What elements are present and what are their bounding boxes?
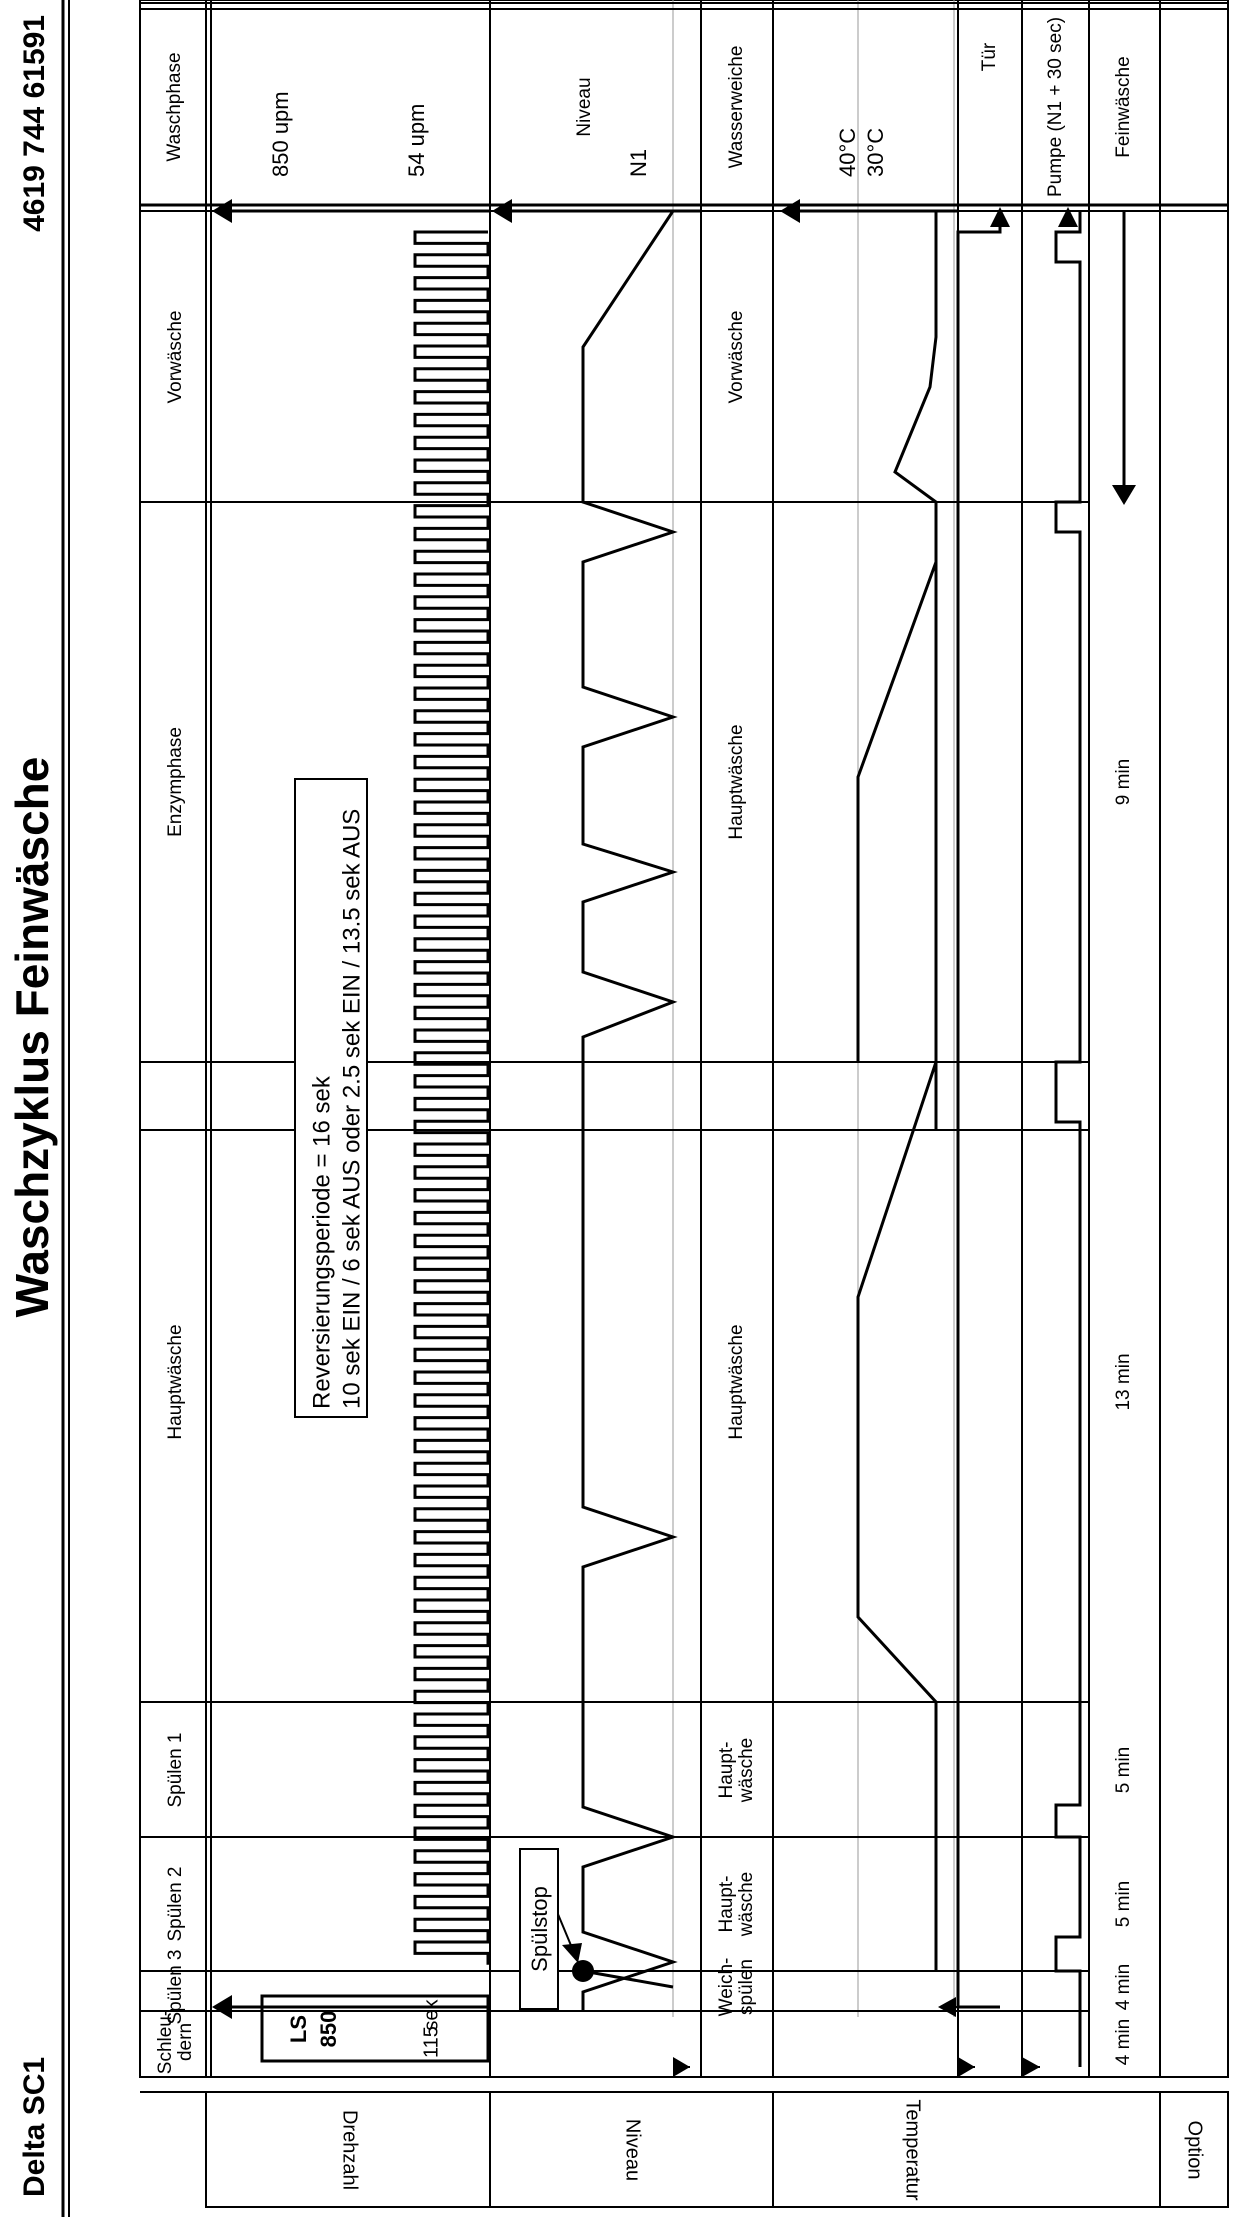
door-end-arrow-head: [958, 2057, 975, 2077]
weiche-cell-3: Hauptwäsche: [726, 1324, 748, 1440]
weiche-cell-4: Haupt-wäsche: [716, 1737, 758, 1803]
niveau-curve: [583, 211, 673, 2012]
phase-header-row: [140, 311, 1089, 2075]
reversierung-line-2: 10 sek EIN / 6 sek AUS oder 2.5 sek EIN / 13.5 sek AUS: [338, 808, 366, 1409]
pump-end-arrow-head: [1022, 2057, 1040, 2077]
pump-signal: [1056, 211, 1080, 2067]
duration-cell-6: 4 min: [1113, 1963, 1135, 2011]
ls-time-value: 115: [420, 2026, 443, 2058]
niveau-arrow-head: [492, 199, 512, 223]
phase-header-3: Hauptwäsche: [165, 1324, 187, 1440]
spin-start-arrow-head: [212, 1995, 232, 2019]
ls-time-unit: sek: [420, 1999, 443, 2031]
duration-cell-3: 13 min: [1113, 1353, 1135, 1411]
weiche-row: [716, 311, 757, 2017]
row-label-n1: N1: [625, 148, 651, 177]
side-label-temperatur: Temperatur: [901, 2099, 924, 2201]
row-label-niveau: Niveau: [574, 77, 596, 137]
feinwaesche-option-arrow-head: [1112, 485, 1136, 505]
phase-header-4: Spülen 1: [165, 1732, 187, 1808]
phase-header-7: Schleu-dern: [155, 2009, 197, 2075]
spuelstop-label: Spülstop: [526, 1886, 552, 1972]
side-label-drehzahl: Drehzahl: [338, 2109, 361, 2191]
phase-header-6: Spülen 3: [165, 1949, 187, 2025]
niveau-end-arrow-head: [673, 2057, 690, 2077]
speed-reversing-wave: [415, 232, 488, 1965]
temperature-curve: [858, 211, 936, 1971]
document-code: 4619 744 61591: [18, 15, 51, 232]
row-label-feinwaesche: Feinwäsche: [1113, 56, 1135, 158]
weiche-cell-2: Hauptwäsche: [726, 724, 748, 840]
reversierung-line-1: Reversierungsperiode = 16 sek: [308, 1076, 336, 1409]
temperature-end-arrow-head: [938, 1997, 956, 2017]
ls-speed: 850: [315, 2010, 341, 2048]
duration-cell-4: 5 min: [1113, 1746, 1135, 1794]
duration-row: [1113, 759, 1134, 2065]
temperature-curve-main: [858, 502, 936, 1062]
weiche-cell-6: Weich-spülen: [716, 1957, 758, 2017]
side-label-option: Option: [1183, 2120, 1206, 2180]
row-label-temp-low: 30°C: [862, 127, 888, 177]
weiche-cell-5: Haupt-wäsche: [716, 1871, 758, 1937]
duration-cell-2: 9 min: [1113, 758, 1135, 806]
row-label-pumpe: Pumpe (N1 + 30 sec): [1045, 16, 1067, 198]
column-separators: [140, 502, 1089, 1971]
side-strip: [140, 2092, 1228, 2207]
duration-cell-7: 4 min: [1113, 2018, 1135, 2066]
page-title: Waschzyklus Feinwäsche: [6, 756, 58, 1318]
row-label-waschphase: Waschphase: [164, 52, 186, 162]
weiche-cell-1: Vorwäsche: [726, 310, 748, 404]
row-label-speed-high: 850 upm: [267, 91, 293, 177]
phase-header-1: Vorwäsche: [165, 310, 187, 404]
phase-header-2: Enzymphase: [165, 727, 187, 837]
phase-header-5: Spülen 2: [165, 1866, 187, 1942]
row-label-tuer: Tür: [979, 42, 1001, 72]
spuelstop-pointer-head: [562, 1943, 582, 1963]
spin-arrow-head: [212, 199, 232, 223]
row-label-temp-high: 40°C: [834, 127, 860, 177]
model-label: Delta SC1: [18, 2056, 51, 2197]
door-signal: [958, 211, 1000, 2007]
duration-cell-5: 5 min: [1113, 1880, 1135, 1928]
row-label-wasserweiche: Wasserweiche: [726, 45, 748, 169]
row-label-speed-low: 54 upm: [403, 103, 429, 177]
temperature-arrow-head: [780, 199, 800, 223]
side-label-niveau: Niveau: [621, 2118, 644, 2182]
ls-label: LS: [285, 2014, 311, 2044]
spuelstop-tail: [583, 1971, 673, 1987]
